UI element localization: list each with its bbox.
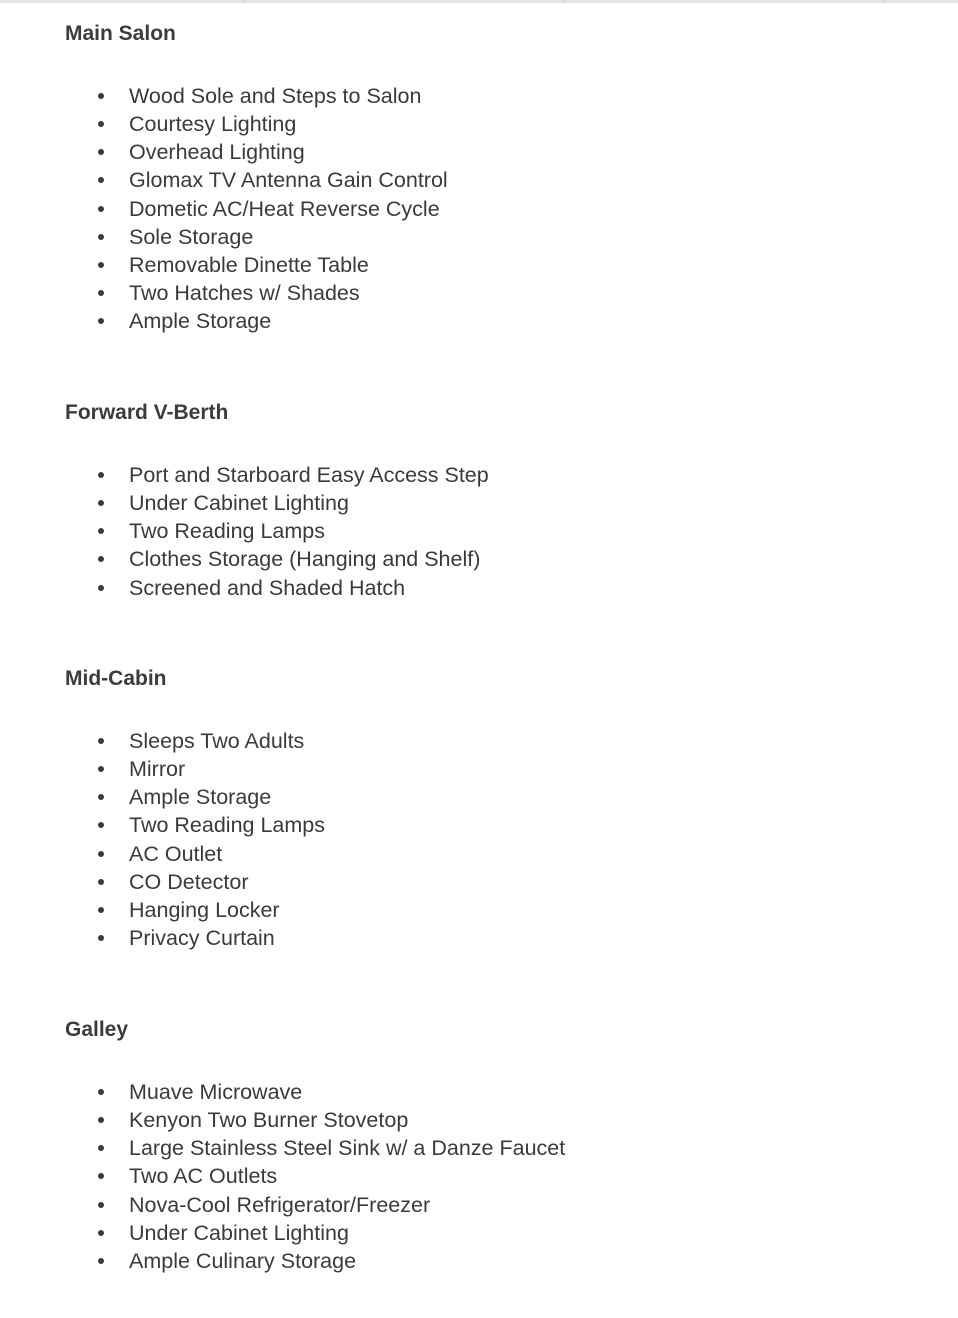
bullet-icon bbox=[98, 206, 104, 212]
bullet-icon bbox=[98, 1145, 104, 1151]
bullet-icon bbox=[98, 851, 104, 857]
bullet-icon bbox=[98, 177, 104, 183]
bullet-icon bbox=[98, 121, 104, 127]
bullet-icon bbox=[98, 500, 104, 506]
list-item-text: Two Reading Lamps bbox=[129, 519, 325, 544]
list-item-text: Nova-Cool Refrigerator/Freezer bbox=[129, 1192, 431, 1217]
top-border bbox=[0, 0, 958, 3]
list-item-text: Ample Culinary Storage bbox=[129, 1248, 357, 1273]
list-item-text: Under Cabinet Lighting bbox=[129, 491, 349, 516]
list-item-text: Under Cabinet Lighting bbox=[129, 1220, 349, 1245]
list-item-text: Courtesy Lighting bbox=[129, 112, 297, 137]
bullet-icon bbox=[98, 1202, 104, 1208]
list-item-text: Removable Dinette Table bbox=[129, 252, 369, 277]
list-item-text: AC Outlet bbox=[129, 841, 223, 866]
bullet-icon bbox=[98, 1258, 104, 1264]
list-item-text: Mirror bbox=[129, 757, 186, 782]
bullet-icon bbox=[98, 318, 104, 324]
bullet-icon bbox=[98, 766, 104, 772]
list-item-text: Port and Starboard Easy Access Step bbox=[129, 463, 489, 487]
bullet-icon bbox=[98, 262, 104, 268]
list-item-text: Kenyon Two Burner Stovetop bbox=[129, 1108, 409, 1133]
list-item-text: Hanging Locker bbox=[129, 897, 280, 922]
list-item-text: Muave Microwave bbox=[129, 1080, 303, 1104]
list-item-text: Wood Sole and Steps to Salon bbox=[129, 84, 422, 108]
bullet-icon bbox=[98, 1117, 104, 1123]
top-border-tick bbox=[563, 0, 564, 3]
bullet-icon bbox=[98, 907, 104, 913]
section-heading: Mid-Cabin bbox=[65, 667, 167, 690]
bullet-icon bbox=[98, 879, 104, 885]
list-item-text: Glomax TV Antenna Gain Control bbox=[129, 168, 448, 193]
list-item-text: Ample Storage bbox=[129, 785, 272, 810]
bullet-icon bbox=[98, 1089, 104, 1095]
list-item-text: Ample Storage bbox=[129, 309, 272, 334]
bullet-icon bbox=[98, 794, 104, 800]
bullet-icon bbox=[98, 935, 104, 941]
list-item-text: Overhead Lighting bbox=[129, 140, 305, 165]
bullet-icon bbox=[98, 556, 104, 562]
list-item-text: Privacy Curtain bbox=[129, 925, 275, 950]
section-heading: Main Salon bbox=[65, 22, 176, 45]
list-item-text: Sole Storage bbox=[129, 224, 254, 249]
list-item-text: Two Reading Lamps bbox=[129, 813, 325, 838]
bullet-icon bbox=[98, 93, 104, 99]
bullet-icon bbox=[98, 234, 104, 240]
bullet-icon bbox=[98, 585, 104, 591]
bullet-icon bbox=[98, 149, 104, 155]
bullet-icon bbox=[98, 528, 104, 534]
bullet-icon bbox=[98, 472, 104, 478]
list-item-text: Two Hatches w/ Shades bbox=[129, 280, 360, 305]
bullet-icon bbox=[98, 822, 104, 828]
list-item-text: Screened and Shaded Hatch bbox=[129, 575, 406, 600]
section-heading: Forward V-Berth bbox=[65, 401, 229, 424]
bullet-icon bbox=[98, 1230, 104, 1236]
top-border-tick bbox=[243, 0, 244, 3]
list-item-text: CO Detector bbox=[129, 869, 249, 894]
top-border-tick bbox=[883, 0, 884, 3]
bullet-icon bbox=[98, 738, 104, 744]
list-item-text: Sleeps Two Adults bbox=[129, 729, 305, 753]
list-item-text: Large Stainless Steel Sink w/ a Danze Faucet bbox=[129, 1136, 566, 1161]
list-item-text: Dometic AC/Heat Reverse Cycle bbox=[129, 196, 440, 221]
bullet-icon bbox=[98, 290, 104, 296]
list-item-text: Two AC Outlets bbox=[129, 1164, 278, 1189]
bullet-icon bbox=[98, 1173, 104, 1179]
list-item-text: Clothes Storage (Hanging and Shelf) bbox=[129, 547, 481, 572]
section-heading: Galley bbox=[65, 1018, 129, 1041]
